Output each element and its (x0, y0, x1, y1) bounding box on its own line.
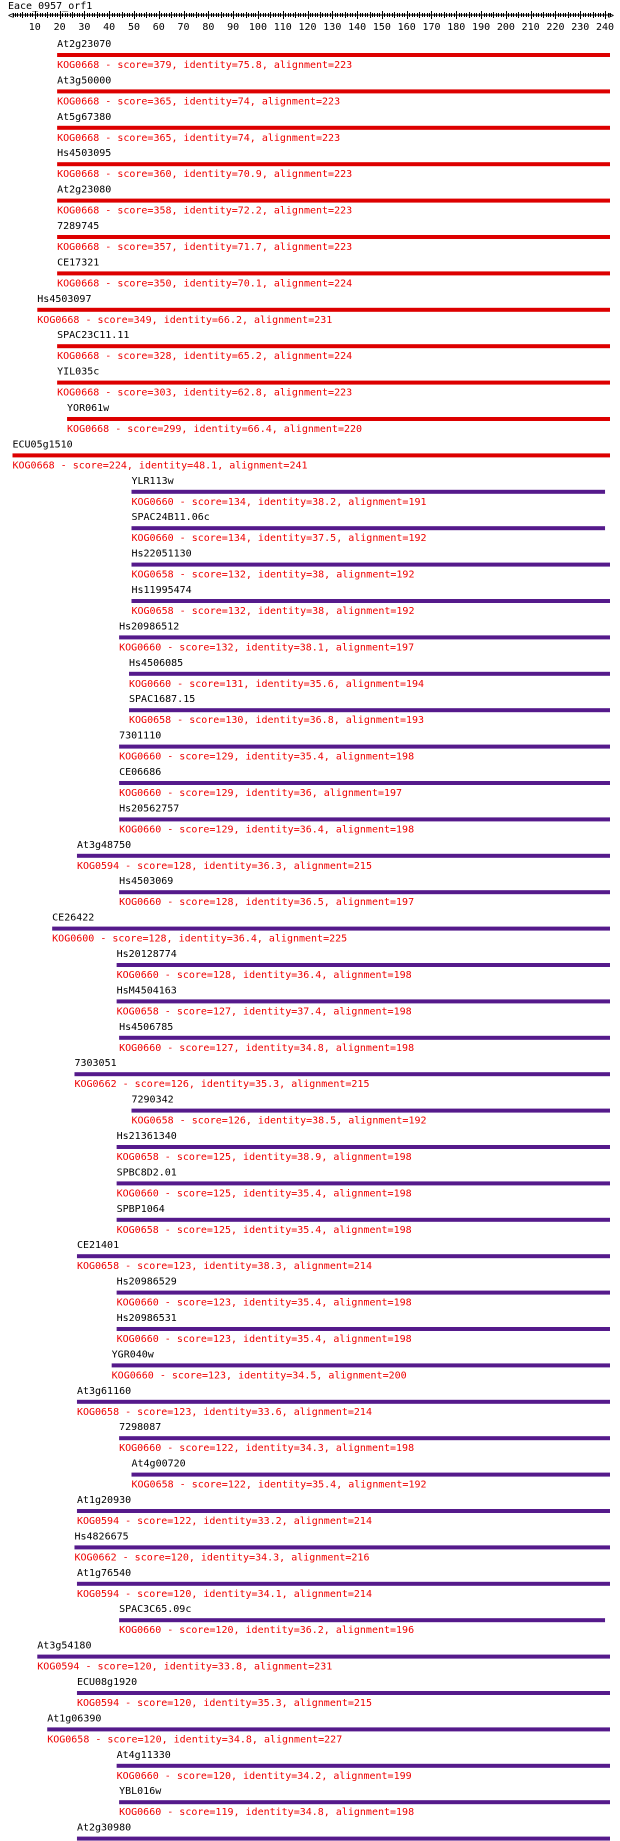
axis-tick-label: 20 (53, 22, 66, 33)
hit-row[interactable] (119, 1022, 610, 1054)
hit-name[interactable]: YBL016w (119, 1786, 162, 1798)
hit-description[interactable]: KOG0600 - score=128, identity=36.4, alignment=225 (52, 933, 348, 945)
hit-description[interactable]: KOG0594 - score=120, identity=34.1, alignment=214 (76, 1588, 372, 1600)
hit-bar-purple[interactable] (119, 635, 610, 639)
hit-name[interactable]: 7301110 (119, 730, 162, 742)
hit-name[interactable]: 7290342 (131, 1094, 174, 1106)
hit-row[interactable] (57, 185, 610, 217)
hit-bar-red[interactable] (67, 417, 610, 421)
hit-bar-purple[interactable] (132, 563, 610, 567)
hit-description[interactable]: KOG0658 - score=132, identity=38, alignment=192 (131, 569, 415, 581)
hit-name[interactable]: Hs4503095 (57, 148, 112, 160)
hit-description[interactable]: KOG0668 - score=303, identity=62.8, alignment=223 (57, 387, 353, 399)
axis-tick-label: 150 (372, 22, 391, 33)
hit-row[interactable] (117, 985, 610, 1017)
hit-name[interactable]: Hs20562757 (119, 803, 180, 815)
hit-bar-purple[interactable] (119, 1800, 610, 1804)
axis-tick-label: 240 (596, 22, 615, 33)
hit-description[interactable]: KOG0668 - score=365, identity=74, alignment=223 (57, 132, 341, 144)
hit-description[interactable]: KOG0662 - score=126, identity=35.3, alignment=215 (74, 1079, 370, 1091)
axis-end-arrow: > (608, 10, 615, 22)
axis-tick-label: 30 (78, 22, 91, 33)
hit-row[interactable] (119, 803, 610, 835)
hit-name[interactable]: At3g50000 (57, 75, 112, 87)
hit-name[interactable]: Hs4826675 (74, 1531, 129, 1543)
hit-bar-purple[interactable] (74, 1072, 610, 1076)
hit-name[interactable]: Hs4506785 (119, 1021, 174, 1033)
axis-tick-label: 230 (571, 22, 590, 33)
hit-description[interactable]: KOG0658 - score=122, identity=35.4, alignment=192 (131, 1479, 427, 1491)
hit-bar-red[interactable] (57, 271, 610, 275)
hit-name[interactable]: At1g20930 (76, 1495, 132, 1506)
hit-bar-purple[interactable] (117, 1181, 610, 1185)
hit-row[interactable] (119, 876, 610, 908)
hit-bar-purple[interactable] (112, 1363, 610, 1367)
hit-row[interactable] (132, 549, 610, 581)
hit-description[interactable]: KOG0660 - score=120, identity=34.2, alignment=199 (116, 1770, 412, 1782)
hit-bar-red[interactable] (57, 162, 610, 166)
hit-bar-purple[interactable] (52, 927, 610, 931)
hit-row[interactable] (112, 1349, 610, 1381)
hit-bar-purple[interactable] (119, 1036, 610, 1040)
axis-tick-label: 160 (397, 22, 416, 33)
hit-bar-purple[interactable] (77, 1400, 610, 1404)
hit-description[interactable]: KOG0594 - score=122, identity=33.2, alignment=214 (76, 1516, 372, 1527)
hit-row[interactable] (57, 221, 610, 253)
hit-description[interactable]: KOG0660 - score=134, identity=37.5, alignment=192 (131, 533, 427, 545)
axis-tick-label: 90 (227, 22, 240, 33)
hit-name[interactable]: 7298087 (119, 1422, 162, 1434)
hit-bar-red[interactable] (57, 199, 610, 203)
hit-description[interactable]: KOG0660 - score=123, identity=34.5, alignment=200 (111, 1370, 407, 1382)
hit-row[interactable] (117, 1167, 610, 1199)
hit-description[interactable]: KOG0668 - score=365, identity=74, alignment=223 (57, 96, 341, 108)
hit-name[interactable]: HsM4504163 (116, 985, 177, 997)
hit-bar-purple[interactable] (117, 1145, 610, 1149)
hit-description[interactable]: KOG0658 - score=127, identity=37.4, alignment=198 (116, 1006, 412, 1018)
hit-row[interactable] (119, 767, 610, 799)
hit-bar-purple[interactable] (119, 745, 610, 749)
hit-bar-purple[interactable] (132, 526, 606, 530)
hit-bar-purple[interactable] (132, 599, 610, 603)
axis-tick-label: 200 (496, 22, 515, 33)
axis-tick-label: 180 (447, 22, 466, 33)
hit-name[interactable]: At3g54180 (37, 1640, 92, 1652)
hit-description[interactable]: KOG0660 - score=128, identity=36.5, alignment=197 (119, 897, 415, 909)
hit-description[interactable]: KOG0660 - score=132, identity=38.1, alignment=197 (119, 642, 415, 654)
axis-tick-label: 50 (127, 22, 141, 33)
axis-tick-label: 40 (103, 22, 116, 33)
hit-row[interactable] (37, 294, 610, 326)
axis-tick-label: 120 (298, 22, 317, 33)
hit-bar-purple[interactable] (77, 1691, 610, 1695)
hit-description[interactable]: KOG0594 - score=120, identity=35.3, alignment=215 (76, 1698, 372, 1709)
hit-description[interactable]: KOG0668 - score=358, identity=72.2, alignment=223 (57, 205, 353, 217)
hit-name[interactable]: SPBP1064 (116, 1203, 165, 1215)
hit-bar-purple[interactable] (119, 781, 610, 785)
hit-bar-purple[interactable] (117, 963, 610, 967)
hit-bar-red[interactable] (57, 381, 610, 385)
hit-description[interactable]: KOG0658 - score=123, identity=38.3, alignment=214 (76, 1261, 372, 1273)
hit-name[interactable]: Hs4503097 (37, 293, 92, 305)
hit-name[interactable]: SPAC23C11.11 (57, 330, 130, 342)
hit-bar-purple[interactable] (77, 1582, 610, 1586)
axis-tick-label: 130 (323, 22, 342, 33)
hit-row[interactable] (57, 148, 610, 180)
hit-name[interactable]: YOR061w (67, 403, 110, 414)
hit-row[interactable] (47, 1713, 610, 1745)
axis-tick-label: 60 (152, 22, 165, 33)
hit-bar-purple[interactable] (119, 817, 610, 821)
hit-row[interactable] (77, 840, 610, 872)
hit-row[interactable] (117, 1750, 610, 1782)
hit-name[interactable]: At5g67380 (57, 111, 112, 123)
hit-name[interactable]: SPAC1687.15 (129, 694, 196, 706)
hit-bar-purple[interactable] (132, 1473, 610, 1477)
hit-row[interactable] (57, 112, 610, 144)
hit-bar-red[interactable] (37, 308, 610, 312)
hit-bar-red[interactable] (13, 453, 611, 457)
hit-name[interactable]: SPBC8D2.01 (116, 1167, 177, 1179)
hit-description[interactable]: KOG0658 - score=126, identity=38.5, alignment=192 (131, 1115, 427, 1127)
hit-bar-purple[interactable] (119, 1436, 610, 1440)
hit-name[interactable]: YGR040w (111, 1349, 154, 1361)
hit-name[interactable]: SPAC24B11.06c (131, 512, 210, 524)
hit-name[interactable]: Hs22051130 (131, 548, 192, 560)
hit-name[interactable]: CE06686 (119, 767, 162, 778)
hit-row[interactable] (37, 1641, 610, 1673)
hit-name[interactable]: At3g48750 (76, 839, 132, 851)
hit-bar-purple[interactable] (132, 1109, 610, 1113)
axis-tick-label: 210 (521, 22, 540, 33)
hit-row[interactable] (52, 913, 610, 945)
hit-row[interactable] (117, 1131, 610, 1163)
hit-name[interactable]: Hs20128774 (116, 949, 177, 960)
hit-description[interactable]: KOG0658 - score=132, identity=38, alignment=192 (131, 606, 415, 617)
hit-name[interactable]: At1g06390 (47, 1713, 102, 1725)
hit-name[interactable]: Hs4503069 (119, 876, 174, 888)
hit-description[interactable]: KOG0668 - score=328, identity=65.2, alignment=224 (57, 351, 353, 363)
hit-row[interactable] (77, 1386, 610, 1418)
hit-bar-purple[interactable] (132, 490, 606, 494)
hit-description[interactable]: KOG0660 - score=129, identity=36, alignment=197 (119, 788, 403, 799)
hit-row[interactable] (57, 257, 610, 289)
hit-description[interactable]: KOG0660 - score=125, identity=35.4, alignment=198 (116, 1188, 412, 1200)
hit-bar-purple[interactable] (117, 1764, 610, 1768)
hit-name[interactable]: Hs4506085 (129, 657, 184, 669)
hit-row[interactable] (57, 367, 610, 399)
hit-row[interactable] (119, 731, 610, 763)
hit-description[interactable]: KOG0660 - score=128, identity=36.4, alignment=198 (116, 970, 412, 981)
hit-row[interactable] (77, 1677, 610, 1709)
hit-row[interactable] (119, 621, 610, 653)
hit-description[interactable]: KOG0668 - score=379, identity=75.8, alignment=223 (57, 60, 353, 71)
hit-name[interactable]: CE21401 (76, 1240, 120, 1252)
hit-description[interactable]: KOG0668 - score=224, identity=48.1, alignment=241 (12, 460, 308, 472)
hit-name[interactable]: 7289745 (57, 221, 100, 232)
hit-name[interactable]: CE17321 (57, 257, 100, 269)
hit-row[interactable] (57, 330, 610, 362)
hit-name[interactable]: At4g11330 (116, 1749, 171, 1761)
hit-row[interactable] (77, 1823, 610, 1841)
hit-description[interactable]: KOG0658 - score=123, identity=33.6, alignment=214 (76, 1406, 372, 1418)
query-title: Eace_0957_orf1 (8, 1, 93, 12)
hit-name[interactable]: CE26422 (52, 912, 95, 924)
hit-description[interactable]: KOG0668 - score=350, identity=70.1, alignment=224 (57, 278, 353, 290)
hit-name[interactable]: At1g76540 (76, 1567, 132, 1579)
hit-bar-purple[interactable] (77, 854, 610, 858)
axis-tick-label: 100 (248, 22, 267, 33)
hit-row[interactable] (119, 1786, 610, 1818)
hit-bar-purple[interactable] (117, 1327, 610, 1331)
hit-list (13, 39, 611, 1841)
hit-row[interactable] (77, 1495, 610, 1527)
hit-name[interactable]: At3g61160 (76, 1385, 132, 1397)
hit-bar-purple[interactable] (47, 1727, 610, 1731)
hit-description[interactable]: KOG0660 - score=119, identity=34.8, alignment=198 (119, 1807, 415, 1819)
hit-description[interactable]: KOG0594 - score=120, identity=33.8, alignment=231 (37, 1661, 333, 1673)
hit-description[interactable]: KOG0662 - score=120, identity=34.3, alignment=216 (74, 1552, 370, 1564)
hit-row[interactable] (57, 75, 610, 107)
hit-row[interactable] (77, 1568, 610, 1600)
hit-name[interactable]: ECU08g1920 (76, 1677, 138, 1688)
axis-tick-label: 80 (202, 22, 215, 33)
hit-bar-red[interactable] (57, 53, 610, 57)
axis-tick-label: 170 (422, 22, 441, 33)
hit-bar-purple[interactable] (119, 1618, 605, 1622)
hit-description[interactable]: KOG0660 - score=134, identity=38.2, alignment=191 (131, 496, 427, 508)
hit-row[interactable] (117, 1277, 610, 1309)
hit-row[interactable] (129, 694, 610, 726)
hit-bar-purple[interactable] (117, 999, 610, 1003)
hit-bar-red[interactable] (57, 126, 610, 130)
hit-row[interactable] (77, 1240, 610, 1272)
hit-bar-purple[interactable] (129, 708, 610, 712)
hit-row[interactable] (117, 949, 610, 981)
hit-description[interactable]: KOG0658 - score=125, identity=35.4, alignment=198 (116, 1224, 412, 1236)
hit-bar-purple[interactable] (74, 1545, 610, 1549)
hit-row[interactable] (129, 658, 610, 690)
hit-description[interactable]: KOG0660 - score=123, identity=35.4, alignment=198 (116, 1334, 412, 1345)
hit-row[interactable] (132, 1459, 610, 1491)
hit-row[interactable] (74, 1058, 610, 1090)
hit-bar-purple[interactable] (37, 1655, 610, 1659)
hit-description[interactable]: KOG0658 - score=125, identity=38.9, alignment=198 (116, 1152, 412, 1163)
hit-bar-purple[interactable] (117, 1218, 610, 1222)
hit-row[interactable] (67, 403, 610, 435)
position-axis (8, 11, 614, 34)
hit-description[interactable]: KOG0660 - score=131, identity=35.6, alignment=194 (129, 678, 425, 690)
hit-name[interactable]: Hs21361340 (116, 1131, 177, 1142)
hit-row[interactable] (13, 439, 611, 471)
hit-description[interactable]: KOG0660 - score=129, identity=35.4, alignment=198 (119, 751, 415, 763)
hit-row[interactable] (74, 1531, 610, 1563)
hit-row[interactable] (132, 1095, 610, 1127)
hit-description[interactable]: KOG0658 - score=130, identity=36.8, alignment=193 (129, 715, 425, 727)
axis-tick-label: 140 (348, 22, 367, 33)
hit-description[interactable]: KOG0660 - score=127, identity=34.8, alignment=198 (119, 1042, 415, 1054)
axis-tick-label: 110 (273, 22, 292, 33)
hit-bar-red[interactable] (57, 89, 610, 93)
hit-description[interactable]: KOG0658 - score=120, identity=34.8, alignment=227 (47, 1734, 343, 1746)
hit-description[interactable]: KOG0660 - score=122, identity=34.3, alignment=198 (119, 1443, 415, 1455)
axis-tick-label: 70 (177, 22, 190, 33)
hit-bar-red[interactable] (57, 235, 610, 239)
hit-row[interactable] (117, 1313, 610, 1345)
hit-name[interactable]: YLR113w (131, 475, 174, 487)
hit-name[interactable]: Hs20986531 (116, 1313, 177, 1324)
hit-name[interactable]: Hs11995474 (131, 585, 192, 596)
hit-description[interactable]: KOG0660 - score=120, identity=36.2, alignment=196 (119, 1625, 415, 1637)
axis-tick-label: 190 (472, 22, 491, 33)
hit-row[interactable] (119, 1604, 605, 1636)
hit-row[interactable] (132, 512, 606, 544)
hit-bar-purple[interactable] (77, 1254, 610, 1258)
hit-name[interactable]: At2g30980 (76, 1822, 132, 1834)
hit-description[interactable]: KOG0668 - score=357, identity=71.7, alignment=223 (57, 242, 353, 253)
hit-bar-purple[interactable] (77, 1509, 610, 1513)
hit-bar-purple[interactable] (117, 1291, 610, 1295)
hit-name[interactable]: SPAC3C65.09c (119, 1604, 192, 1616)
hit-name[interactable]: YIL035c (57, 366, 100, 378)
axis-tick-label: 10 (28, 22, 41, 33)
hit-name[interactable]: Hs20986529 (116, 1276, 177, 1288)
hit-bar-red[interactable] (57, 344, 610, 348)
hit-description[interactable]: KOG0668 - score=299, identity=66.4, alignment=220 (67, 424, 363, 435)
hit-name[interactable]: At4g00720 (131, 1458, 186, 1470)
hit-row[interactable] (57, 39, 610, 71)
hit-description[interactable]: KOG0660 - score=129, identity=36.4, alignment=198 (119, 824, 415, 836)
hit-bar-purple[interactable] (119, 890, 610, 894)
hit-row[interactable] (119, 1422, 610, 1454)
hit-name[interactable]: ECU05g1510 (12, 439, 73, 451)
hit-name[interactable]: At2g23080 (57, 184, 112, 196)
hit-bar-purple[interactable] (77, 1837, 610, 1841)
hit-name[interactable]: 7303051 (74, 1058, 117, 1070)
axis-tick-label: 220 (546, 22, 565, 33)
hit-bar-purple[interactable] (129, 672, 610, 676)
hit-name[interactable]: At2g23070 (57, 39, 112, 50)
hit-description[interactable]: KOG0668 - score=360, identity=70.9, alignment=223 (57, 169, 353, 181)
hit-description[interactable]: KOG0660 - score=123, identity=35.4, alignment=198 (116, 1297, 412, 1309)
axis-start-arrow: < (8, 10, 15, 22)
hit-row[interactable] (117, 1204, 610, 1236)
hit-description[interactable]: KOG0594 - score=128, identity=36.3, alignment=215 (76, 860, 372, 872)
hit-row[interactable] (132, 585, 610, 617)
hit-row[interactable] (132, 476, 606, 508)
hit-description[interactable]: KOG0668 - score=349, identity=66.2, alignment=231 (37, 314, 333, 326)
hit-name[interactable]: Hs20986512 (119, 621, 180, 633)
